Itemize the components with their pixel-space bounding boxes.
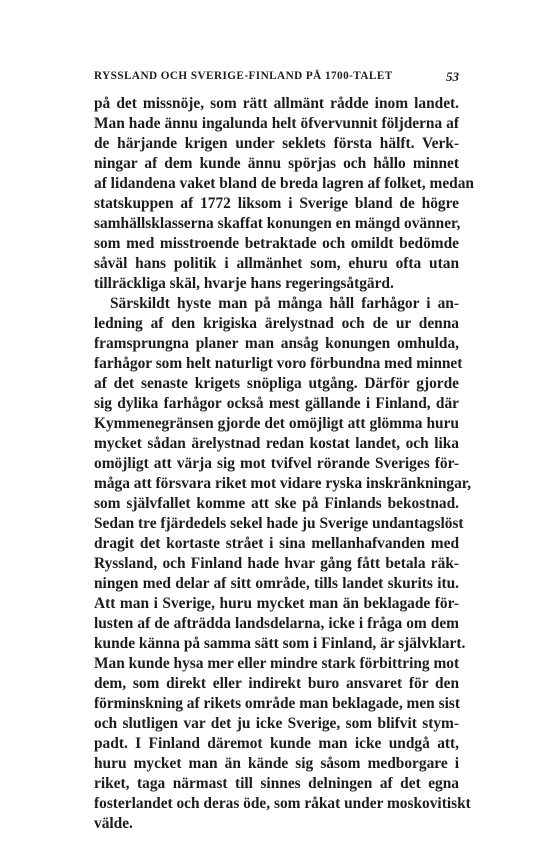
body-text	[94, 94, 474, 834]
text-line: framsprungna planer man ansåg konungen omhulda,	[94, 335, 459, 352]
text-line: Man hade ännu ingalunda helt öfvervunnit följderna af	[94, 115, 459, 132]
text-line: padt. I Finland däremot kunde man icke undgå att,	[94, 735, 459, 752]
text-line: omöjligt att värja sig mot tvifvel rörande Sveriges för-	[94, 455, 459, 472]
text-line: på det missnöje, som rätt allmänt rådde inom landet.	[94, 95, 459, 112]
text-line: som självfallet komme att ske på Finlands bekostnad.	[94, 495, 459, 512]
text-line: Ryssland, och Finland hade hvar gång fått betala räk-	[94, 555, 459, 572]
text-line: samhällsklasserna skaffat konungen en mängd ovänner,	[94, 215, 461, 232]
text-line: sig dylika farhågor också mest gällande i Finland, där	[94, 395, 459, 412]
text-line: dem, som direkt eller indirekt buro ansvaret för den	[94, 675, 459, 692]
text-line: såväl hans politik i allmänhet som, ehuru ofta utan	[94, 255, 459, 272]
text-line: af det senaste krigets snöpliga utgång. Därför gjorde	[94, 375, 459, 392]
text-line: fosterlandet och deras öde, som råkat under moskovitiskt	[94, 795, 471, 812]
text-line: de härjande krigen under seklets första hälft. Verk-	[94, 135, 459, 152]
text-line: tillräckliga skäl, hvarje hans regeringsåtgärd.	[94, 275, 394, 292]
text-line: välde.	[94, 815, 133, 832]
text-line: som med misstroende betraktade och omildt bedömde	[94, 235, 459, 252]
text-line: statskuppen af 1772 liksom i Sverige bland de högre	[94, 195, 459, 212]
running-title: RYSSLAND OCH SVERIGE-FINLAND PÅ 1700-TALET	[94, 70, 393, 82]
text-line: Man kunde hysa mer eller mindre stark förbittring mot	[94, 655, 460, 672]
text-line: Kymmenegränsen gjorde det omöjligt att glömma huru	[94, 415, 459, 432]
running-head	[94, 70, 459, 86]
text-line: mycket sådan ärelystnad redan kostat landet, och lika	[94, 435, 459, 452]
paragraph-start-line: Särskildt hyste man på många håll farhågor i an-	[110, 295, 459, 312]
text-line: kunde känna på samma sätt som i Finland, är självklart.	[94, 635, 466, 652]
text-line: huru mycket man än kände sig såsom medborgare i	[94, 755, 459, 772]
page-number: 53	[446, 69, 459, 84]
text-line: riket, taga närmast till sinnes delningen af det egna	[94, 775, 459, 792]
text-line: Att man i Sverige, huru mycket man än beklagade för-	[94, 595, 459, 612]
text-line: förminskning af rikets område man beklagade, men sist	[94, 695, 460, 712]
text-line: måga att försvara riket mot vidare ryska inskränkningar,	[94, 475, 472, 492]
text-line: farhågor som helt naturligt voro förbundna med minnet	[94, 355, 463, 372]
text-line: af lidandena vaket bland de breda lagren af folket, medan	[94, 175, 474, 192]
text-line: ningen med delar af sitt område, tills landet skurits itu.	[94, 575, 459, 592]
text-line: ningar af dem kunde ännu spörjas och hållo minnet	[94, 155, 459, 172]
text-line: dragit det kortaste strået i sina mellanhafvanden med	[94, 535, 459, 552]
text-line: och slutligen var det ju icke Sverige, som blifvit stym-	[94, 715, 459, 732]
text-line: ledning af den krigiska ärelystnad och de ur denna	[94, 315, 459, 332]
text-line: Sedan tre fjärdedels sekel hade ju Sverige undantagslöst	[94, 515, 464, 532]
text-line: lusten af de afträdda landsdelarna, icke i fråga om dem	[94, 615, 459, 632]
